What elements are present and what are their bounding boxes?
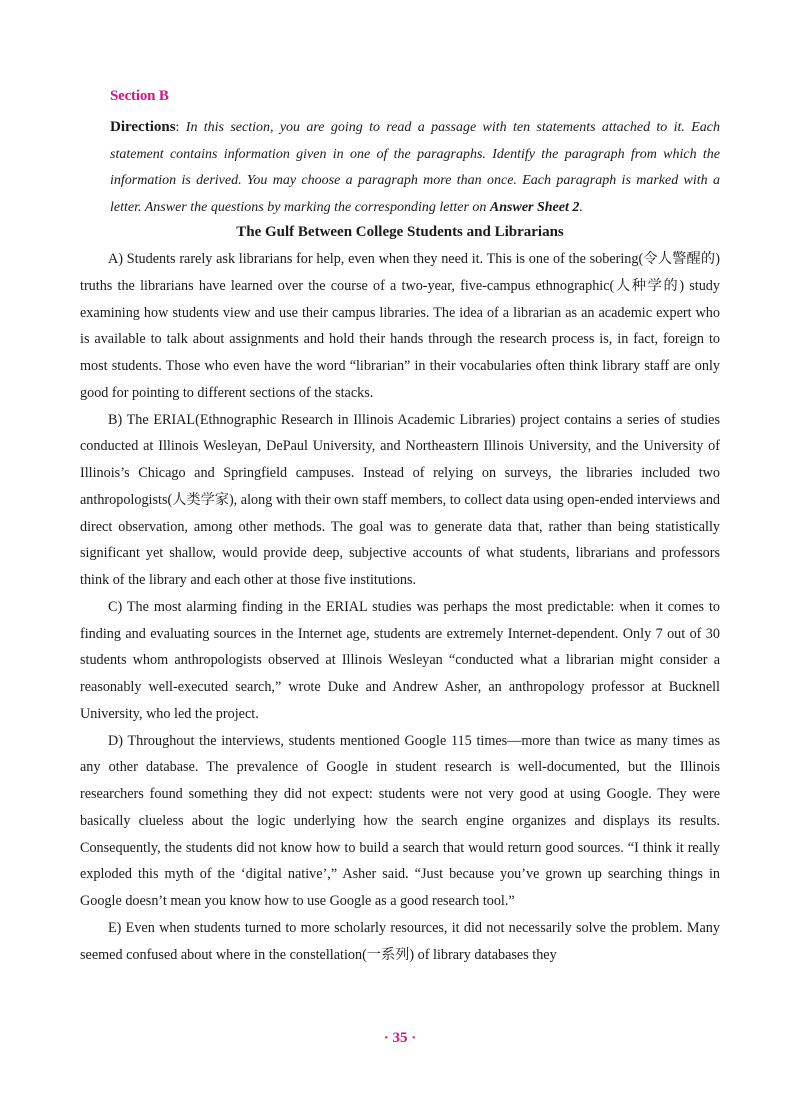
paragraph-e: E) Even when students turned to more scholarly resources, it did not necessarily solve the problem. Many seemed confused about where in the constellation(一系列) of library databases they [80,919,720,963]
page-number: · 35 · [383,1030,417,1046]
paragraph-a: A) Students rarely ask librarians for help, even when they need it. This is one of the sobering(令人警醒的) truths the librarians have learned over the course of a two-year, five-campus ethnographic(人种学的) study examining how students view and use their campus libraries. The idea of a librarian as an academic expert who is available to talk about assignments and hold their hands through the research process is, in fact, foreign to most students. Those who even have the word “librarian” in their vocabularies often think library staff are only good for pointing to different sections of the stacks. [80,251,720,401]
directions-text: In this section, you are going to read a passage with ten statements attached to it. Each statement contains information given in one of the paragraphs. Identify the paragraph from which the information is derived. You may choose a paragraph more than once. Each paragraph is marked with a letter. Answer the questions by marking the corresponding letter on [110,120,721,216]
paragraph-c: C) The most alarming finding in the ERIAL studies was perhaps the most predictable: when it comes to finding and evaluating sources in the Internet age, students are extremely Internet-dependent. Only 7 out of 30 students whom anthropologists observed at Illinois Wesleyan “conducted what a librarian might consider a reasonably well-executed search,” wrote Duke and Andrew Asher, an anthropology professor at Bucknell University, who led the project. [80,598,720,722]
directions-separator: : [175,120,186,135]
article-body [80,246,720,968]
answer-sheet-label: Answer Sheet 2 [489,200,580,216]
directions-block [110,114,720,222]
paragraph-d: D) Throughout the interviews, students mentioned Google 115 times—more than twice as many times as any other database. The prevalence of Google in student research is well-documented, but the Illinois researchers found something they did not expect: students were not very good at using Google. They were basically clueless about the logic underlying how the search engine organizes and displays its results. Consequently, the students did not know how to build a search that would return good sources. “I think it really exploded this myth of the ‘digital native’,” Asher said. “Just because you’ve grown up searching things in Google doesn’t mean you know how to use Google as a good research tool.” [80,732,720,909]
section-heading: Section B [110,88,169,104]
directions-end: . [579,200,583,216]
paragraph-b: B) The ERIAL(Ethnographic Research in Illinois Academic Libraries) project contains a series of studies conducted at Illinois Wesleyan, DePaul University, and Northeastern Illinois University, and the University of Illinois’s Chicago and Springfield campuses. Instead of relying on surveys, the libraries included two anthropologists(人类学家), along with their own staff members, to collect data using open-ended interviews and direct observation, among other methods. The goal was to generate data that, rather than being statistically significant yet shallow, would provide deep, subjective accounts of what students, librarians and professors think of the library and each other at those five institutions. [80,411,721,588]
article-title: The Gulf Between College Students and Librarians [236,224,564,240]
directions-label: Directions [110,119,176,135]
